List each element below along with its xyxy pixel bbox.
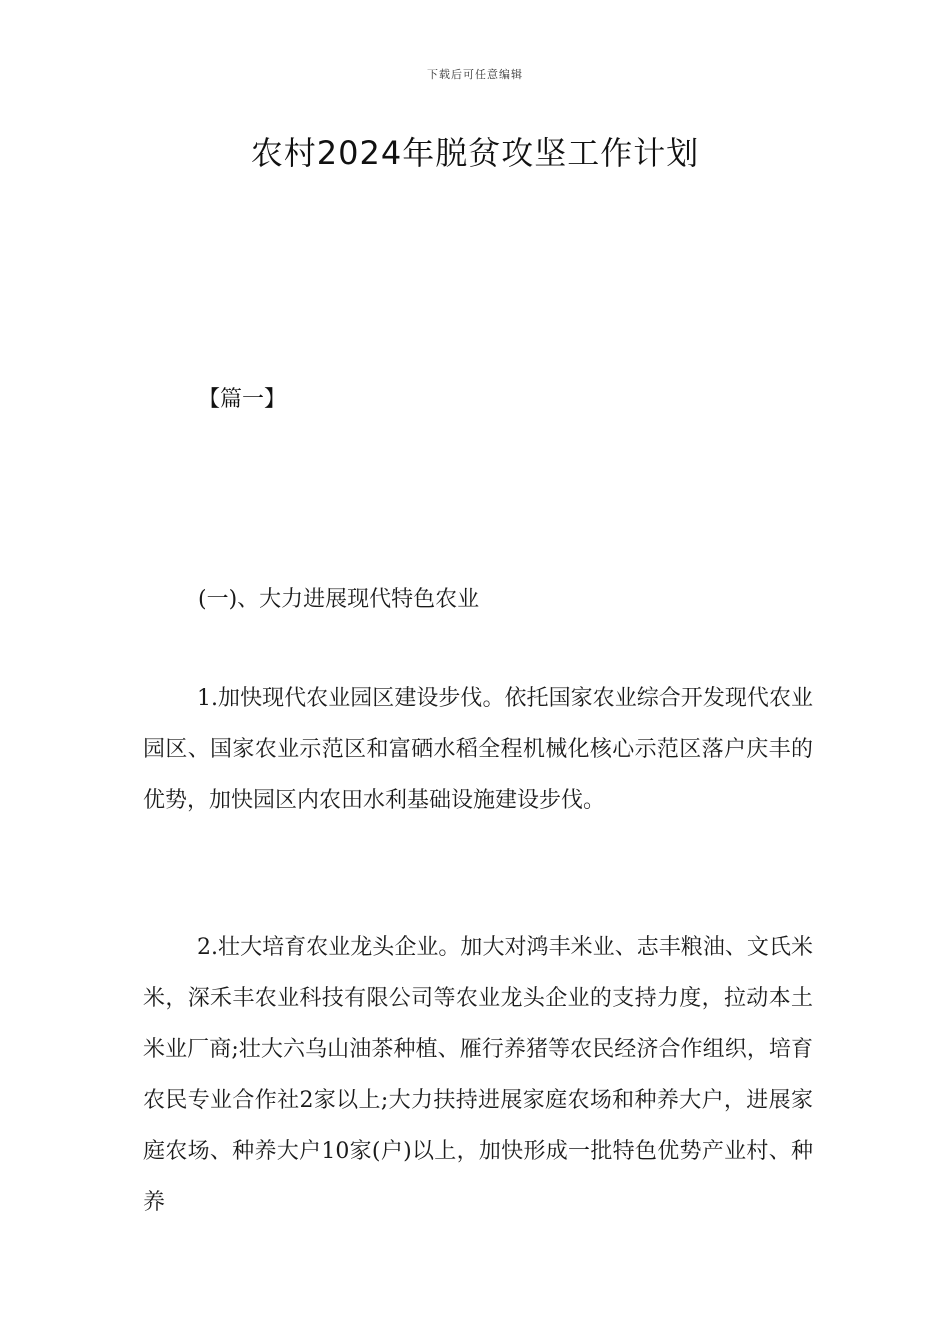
header-note: 下载后可任意编辑 — [427, 68, 523, 81]
paragraph-2: 2.壮大培育农业龙头企业。加大对鸿丰米业、志丰粮油、文氏米米，深禾丰农业科技有限公司等农业龙头企业的支持力度，拉动本土米业厂商;壮大六乌山油茶种植、雁行养猪等农民经济合作组织，培育农民专业合作社2家以上;大力扶持进展家庭农场和种养大户，进展家庭农场、种养大户10家(户)以上，加快形成一批特色优势产业村、种养 — [143, 935, 813, 1215]
paragraph-1: 1.加快现代农业园区建设步伐。依托国家农业综合开发现代农业园区、国家农业示范区和富硒水稻全程机械化核心示范区落户庆丰的优势，加快园区内农田水利基础设施建设步伐。 — [143, 686, 813, 813]
section-heading: (一)、大力进展现代特色农业 — [198, 587, 480, 612]
chapter-label: 【篇一】 — [198, 387, 287, 412]
document-title: 农村2024年脱贫攻坚工作计划 — [250, 134, 700, 172]
